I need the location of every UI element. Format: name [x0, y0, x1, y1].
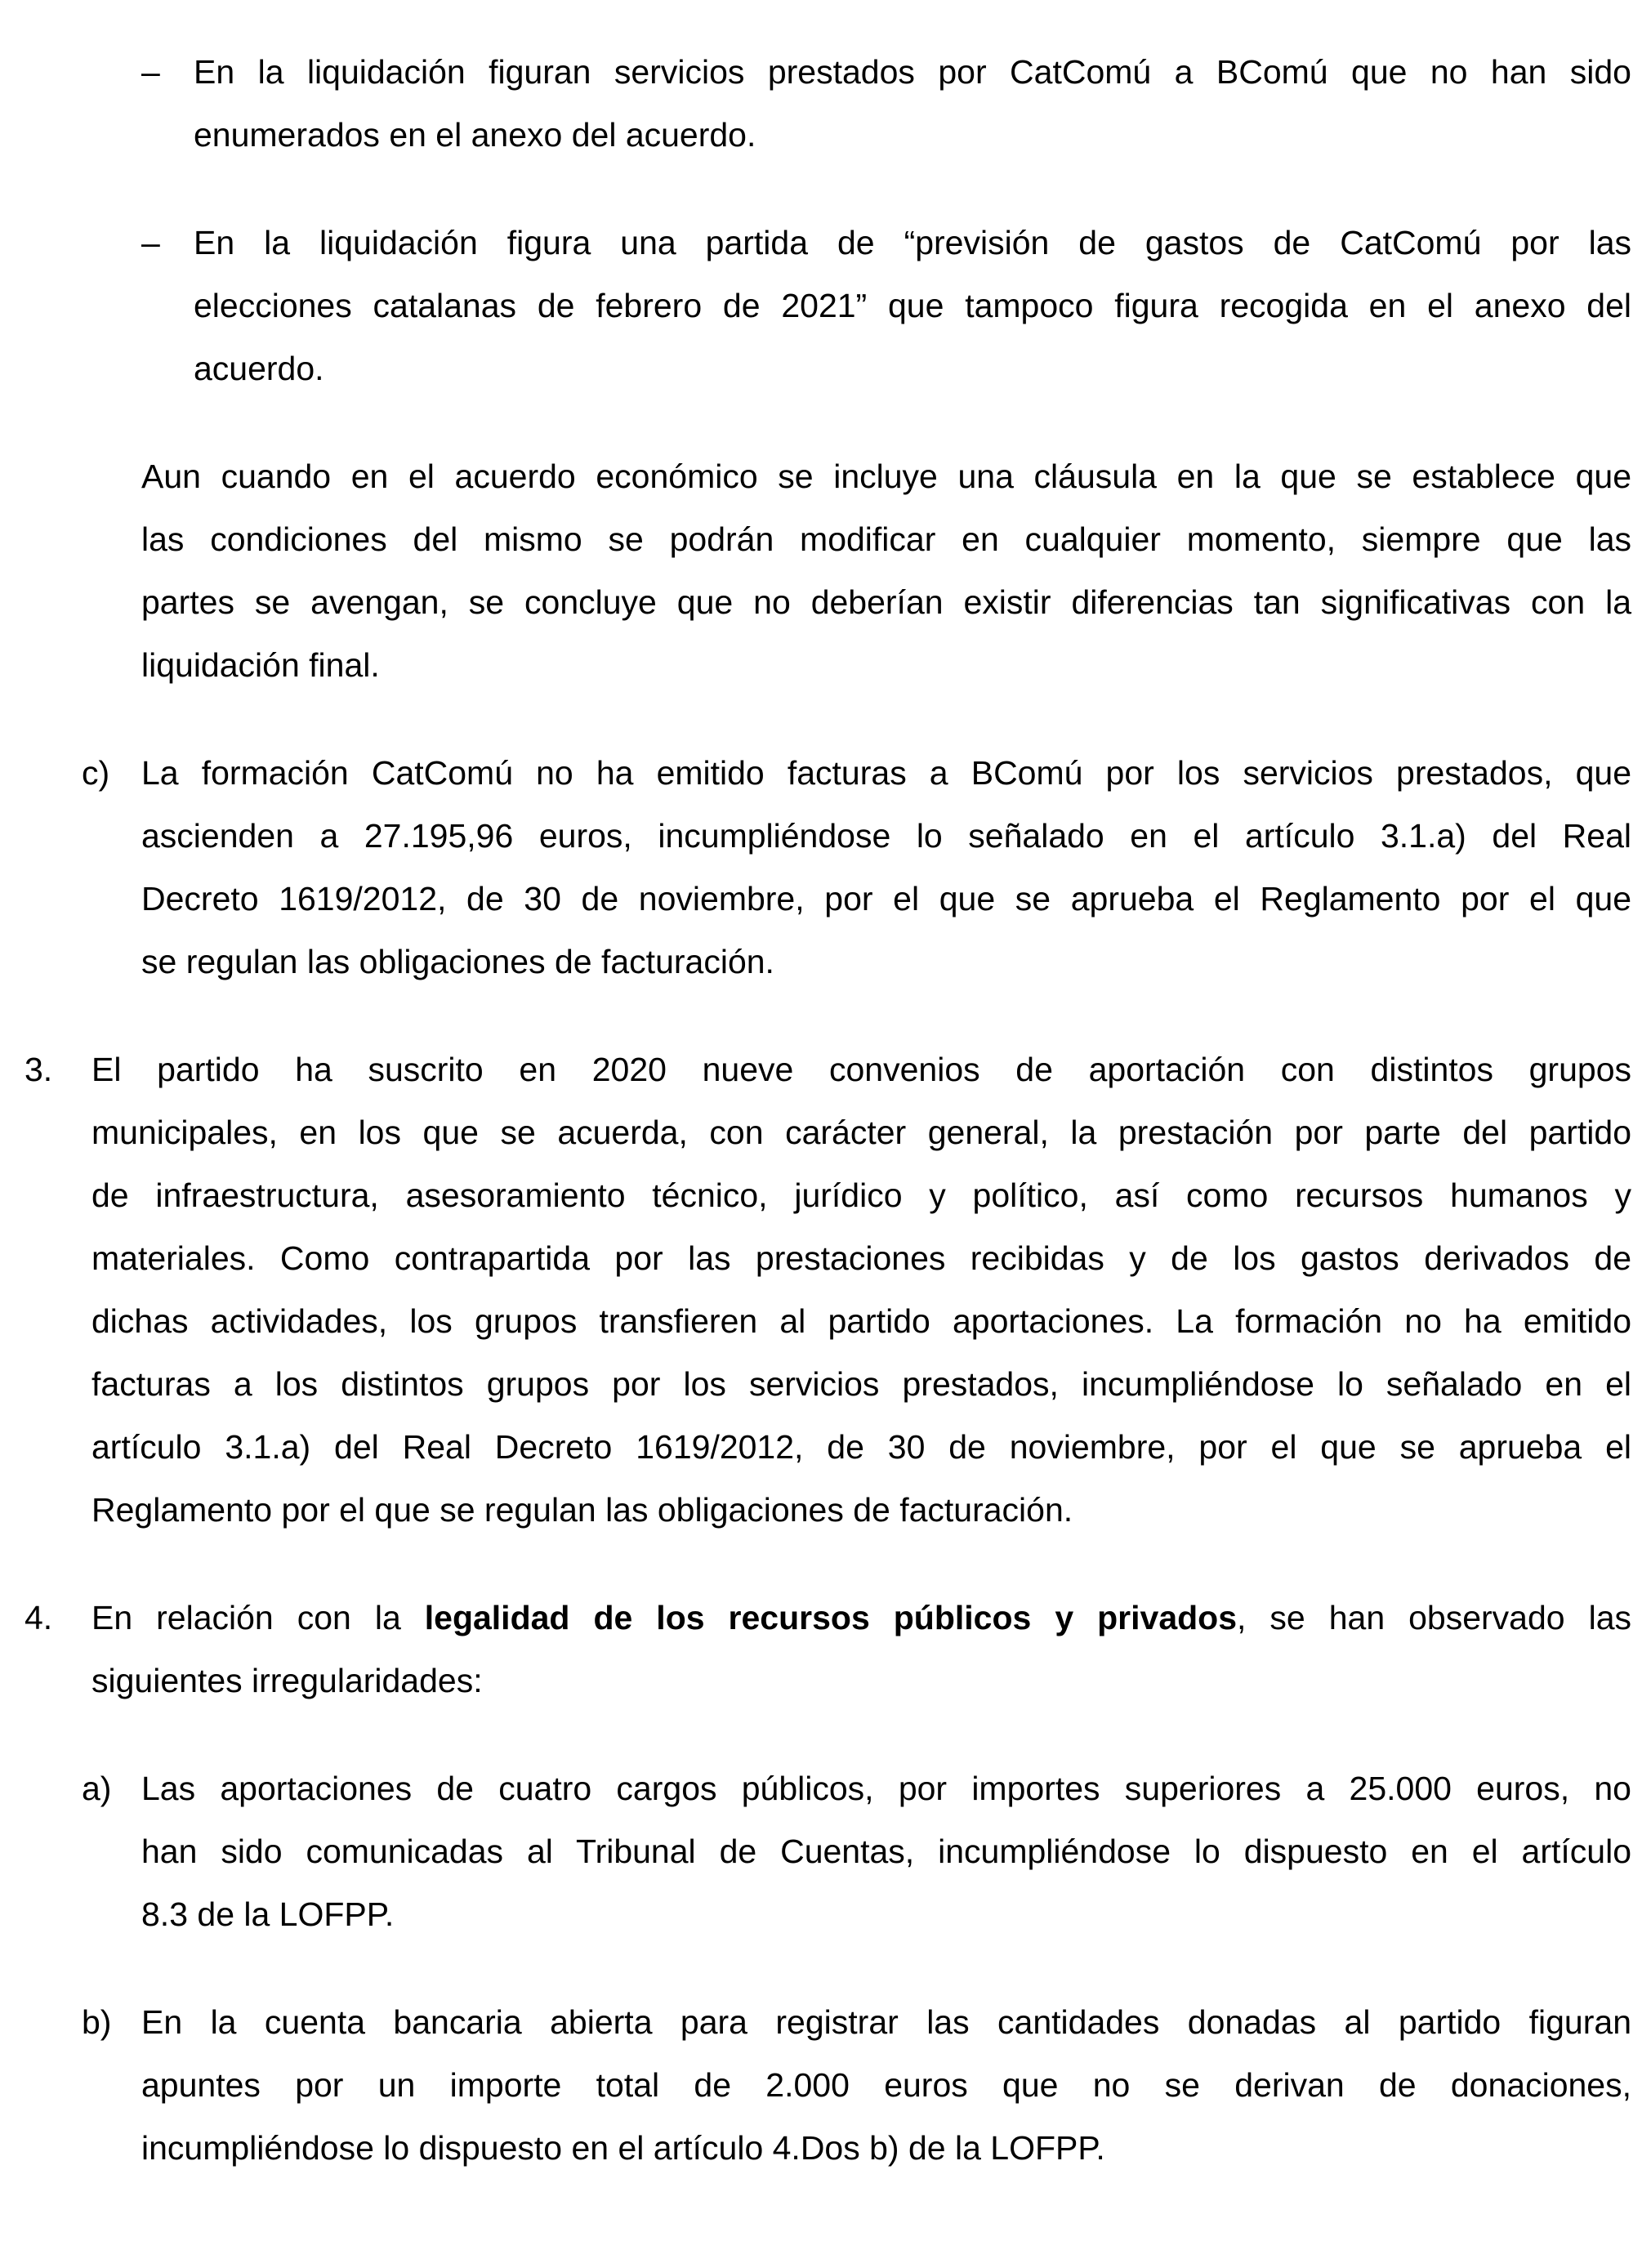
text-line: liquidación final.	[141, 646, 380, 684]
text-line: incumpliéndose lo dispuesto en el artículo 4.Dos b) de la LOFPP.	[141, 2129, 1105, 2167]
dash-bullet-item-2	[141, 212, 1631, 400]
paragraph-aun-cuando	[141, 445, 1631, 697]
paragraph-body	[194, 212, 1631, 400]
text-line: siguientes irregularidades:	[91, 1662, 483, 1699]
text-line: En la liquidación figura una partida de “previsión de gastos de CatComú por las	[194, 224, 1631, 261]
list-item-4	[25, 1587, 1631, 1712]
list-marker: c)	[82, 754, 110, 792]
paragraph-body	[141, 445, 1631, 697]
text-line: 8.3 de la LOFPP.	[141, 1895, 395, 1933]
text-line: La formación CatComú no ha emitido facturas a BComú por los servicios prestados, que	[141, 754, 1631, 792]
text-line: elecciones catalanas de febrero de 2021” que tampoco figura recogida en el anexo del	[194, 287, 1631, 324]
text-line: En la liquidación figuran servicios prestados por CatComú a BComú que no han sido	[194, 53, 1631, 91]
list-item-a	[82, 1757, 1631, 1946]
list-marker: b)	[82, 2003, 112, 2041]
dash-bullet-item-1	[141, 41, 1631, 167]
text-line: En relación con la legalidad de los recursos públicos y privados, se han observado las	[91, 1599, 1631, 1636]
text-line: apuntes por un importe total de 2.000 euros que no se derivan de donaciones,	[141, 2066, 1631, 2104]
text-line: municipales, en los que se acuerda, con carácter general, la prestación por parte del partido	[91, 1114, 1631, 1151]
paragraph-body	[141, 1757, 1631, 1946]
text-line: enumerados en el anexo del acuerdo.	[194, 116, 756, 154]
paragraph-body	[194, 41, 1631, 167]
list-marker: 3.	[25, 1051, 53, 1088]
paragraph-body	[91, 1038, 1631, 1542]
list-marker: –	[141, 224, 160, 261]
text-line: acuerdo.	[194, 350, 324, 387]
text-line: partes se avengan, se concluye que no deberían existir diferencias tan significativas con la	[141, 583, 1631, 621]
text-line: artículo 3.1.a) del Real Decreto 1619/2012, de 30 de noviembre, por el que se aprueba el	[91, 1428, 1631, 1466]
list-marker: 4.	[25, 1599, 53, 1636]
text-line: de infraestructura, asesoramiento técnico, jurídico y político, así como recursos humanos y	[91, 1176, 1631, 1214]
paragraph-body	[141, 1991, 1631, 2180]
bold-text: legalidad de los recursos públicos y privados	[424, 1599, 1238, 1636]
paragraph-body	[141, 742, 1631, 993]
text-line: facturas a los distintos grupos por los servicios prestados, incumpliéndose lo señalado en el	[91, 1365, 1631, 1403]
list-marker: a)	[82, 1770, 112, 1807]
text-line: materiales. Como contrapartida por las prestaciones recibidas y de los gastos derivados de	[91, 1239, 1631, 1277]
list-item-c	[82, 742, 1631, 993]
paragraph-body	[91, 1587, 1631, 1712]
text-line: El partido ha suscrito en 2020 nueve convenios de aportación con distintos grupos	[91, 1051, 1631, 1088]
text-line: Las aportaciones de cuatro cargos públicos, por importes superiores a 25.000 euros, no	[141, 1770, 1631, 1807]
text-line: se regulan las obligaciones de facturación.	[141, 943, 774, 980]
list-marker: –	[141, 53, 160, 91]
text-line: Aun cuando en el acuerdo económico se incluye una cláusula en la que se establece que	[141, 458, 1631, 495]
list-item-3	[25, 1038, 1631, 1542]
text-line: las condiciones del mismo se podrán modificar en cualquier momento, siempre que las	[141, 520, 1631, 558]
text-line: dichas actividades, los grupos transfieren al partido aportaciones. La formación no ha emitido	[91, 1302, 1631, 1340]
text-line: ascienden a 27.195,96 euros, incumpliéndose lo señalado en el artículo 3.1.a) del Real	[141, 817, 1631, 855]
text-line: Reglamento por el que se regulan las obligaciones de facturación.	[91, 1491, 1073, 1529]
text-line: han sido comunicadas al Tribunal de Cuentas, incumpliéndose lo dispuesto en el artículo	[141, 1833, 1631, 1870]
text-line: Decreto 1619/2012, de 30 de noviembre, por el que se aprueba el Reglamento por el que	[141, 880, 1631, 917]
text-line: En la cuenta bancaria abierta para registrar las cantidades donadas al partido figuran	[141, 2003, 1631, 2041]
list-item-b	[82, 1991, 1631, 2180]
